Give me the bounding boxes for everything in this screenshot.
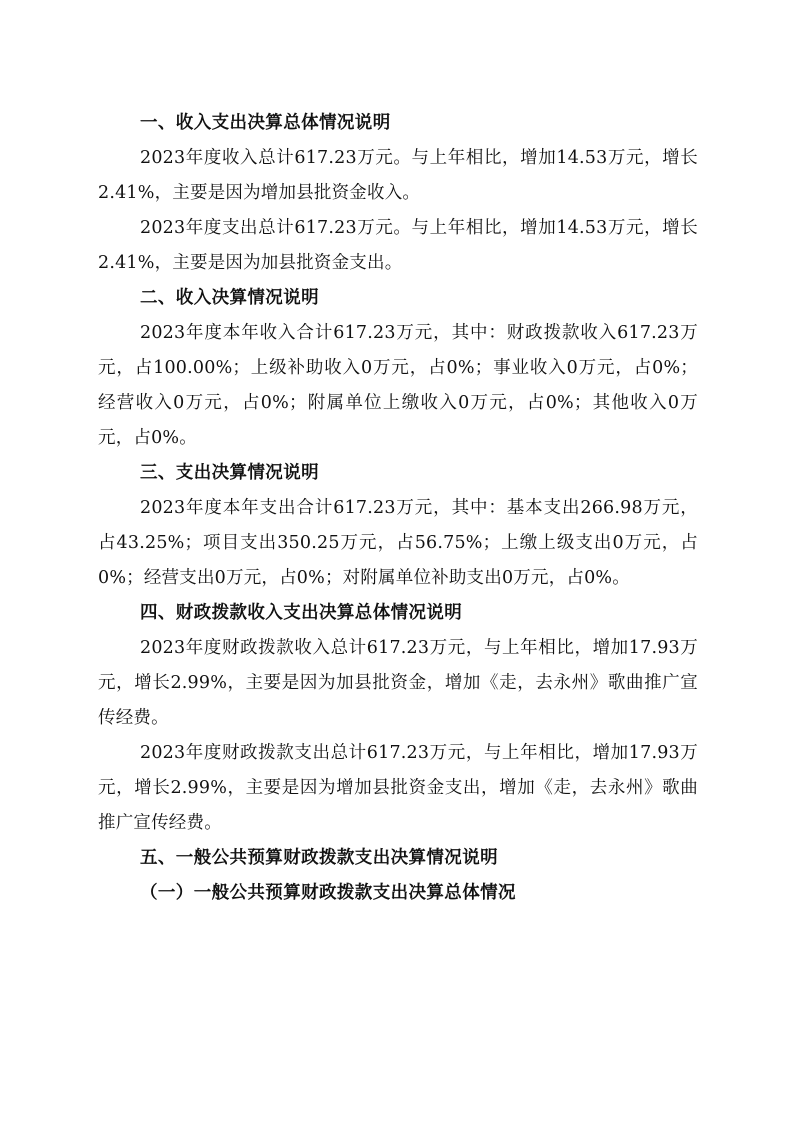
section-heading-3: 三、支出决算情况说明	[140, 463, 319, 483]
section-heading-4: 四、财政拨款收入支出决算总体情况说明	[140, 603, 463, 623]
section-heading-2: 二、收入决算情况说明	[140, 288, 319, 308]
document-body	[98, 106, 698, 911]
section-heading-5: 五、一般公共预算财政拨款支出决算情况说明	[140, 848, 498, 868]
subsection-heading-5-1: （一）一般公共预算财政拨款支出决算总体情况	[140, 883, 516, 903]
section-4-paragraph-2: 2023年度财政拨款支出总计617.23万元，与上年相比，增加17.93万元，增长2.99%，主要是因为增加县批资金支出，增加《走，去永州》歌曲推广宣传经费。	[98, 743, 698, 833]
section-4-paragraph-1: 2023年度财政拨款收入总计617.23万元，与上年相比，增加17.93万元，增长2.99%，主要是因为加县批资金，增加《走，去永州》歌曲推广宣传经费。	[98, 638, 698, 728]
section-heading-1: 一、收入支出决算总体情况说明	[140, 113, 391, 133]
section-1-paragraph-1: 2023年度收入总计617.23万元。与上年相比，增加14.53万元，增长2.41%，主要是因为增加县批资金收入。	[98, 148, 698, 203]
section-1-paragraph-2: 2023年度支出总计617.23万元。与上年相比，增加14.53万元，增长2.41%，主要是因为加县批资金支出。	[98, 218, 698, 273]
section-3-paragraph-1: 2023年度本年支出合计617.23万元，其中：基本支出266.98万元，占43.25%；项目支出350.25万元，占56.75%；上缴上级支出0万元，占0%；经营支出0万元，占0%；对附属单位补助支出0万元，占0%。	[98, 498, 698, 588]
section-2-paragraph-1: 2023年度本年收入合计617.23万元，其中：财政拨款收入617.23万元，占100.00%；上级补助收入0万元，占0%；事业收入0万元，占0%；经营收入0万元，占0%；附属单位上缴收入0万元，占0%；其他收入0万元，占0%。	[98, 323, 698, 448]
